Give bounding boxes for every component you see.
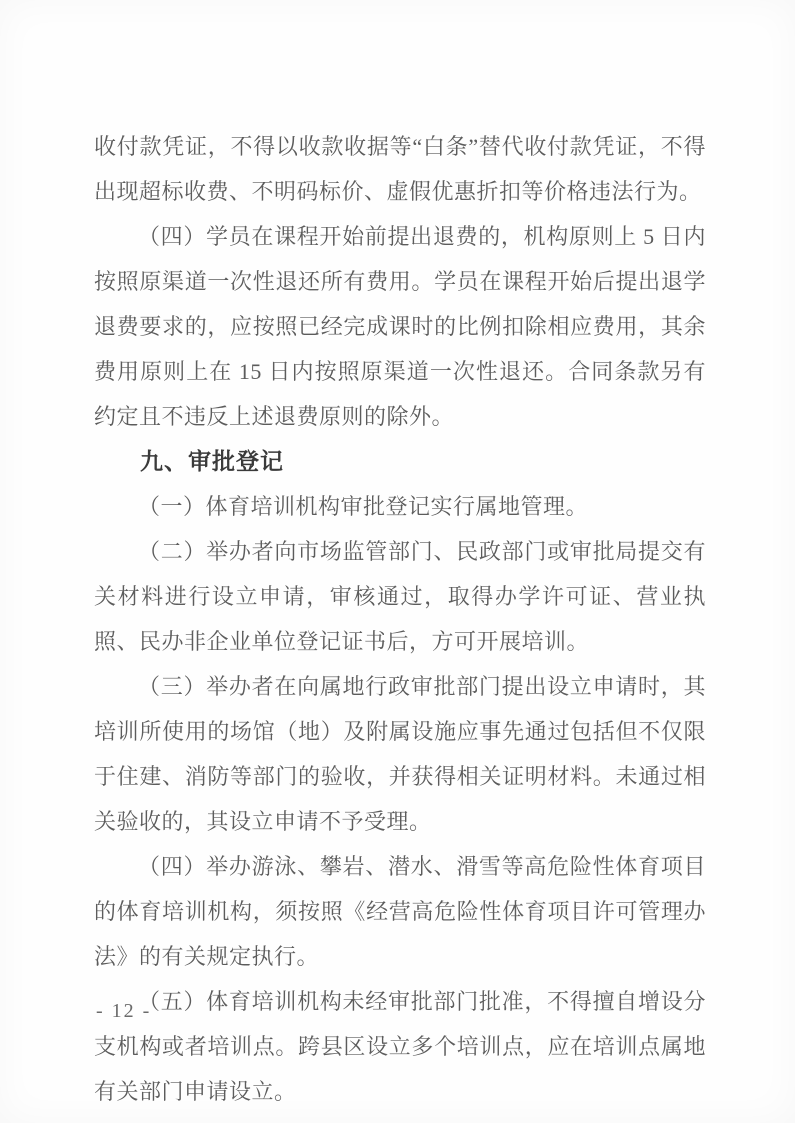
text-block	[94, 124, 706, 1114]
section-heading-approval-registration: 九、审批登记	[140, 449, 284, 474]
paragraph-item-4: （四）举办游泳、攀岩、潜水、滑雪等高危险性体育项目的体育培训机构，须按照《经营高危险性体育项目许可管理办法》的有关规定执行。	[94, 854, 706, 969]
paragraph-item-5: （五）体育培训机构未经审批部门批准，不得擅自增设分支机构或者培训点。跨县区设立多个培训点，应在培训点属地有关部门申请设立。	[94, 989, 706, 1104]
paragraph-item-1: （一）体育培训机构审批登记实行属地管理。	[138, 494, 589, 519]
paragraph-item-3: （三）举办者在向属地行政审批部门提出设立申请时，其培训所使用的场馆（地）及附属设施应事先通过包括但不仅限于住建、消防等部门的验收，并获得相关证明材料。未通过相关验收的，其设立申请不予受理。	[94, 674, 706, 834]
paragraph-item-2: （二）举办者向市场监管部门、民政部门或审批局提交有关材料进行设立申请，审核通过，取得办学许可证、营业执照、民办非企业单位登记证书后，方可开展培训。	[94, 539, 706, 654]
paragraph-refund-rule: （四）学员在课程开始前提出退费的，机构原则上 5 日内按照原渠道一次性退还所有费用。学员在课程开始后提出退学退费要求的，应按照已经完成课时的比例扣除相应费用，其余费用原则上在 15 日内按照原渠道一次性退还。合同条款另有约定且不违反上述退费原则的除外。	[94, 224, 706, 429]
paragraph-continuation: 收付款凭证，不得以收款收据等“白条”替代收付款凭证，不得出现超标收费、不明码标价、虚假优惠折扣等价格违法行为。	[94, 134, 706, 204]
page-number: - 12 -	[96, 1000, 152, 1022]
